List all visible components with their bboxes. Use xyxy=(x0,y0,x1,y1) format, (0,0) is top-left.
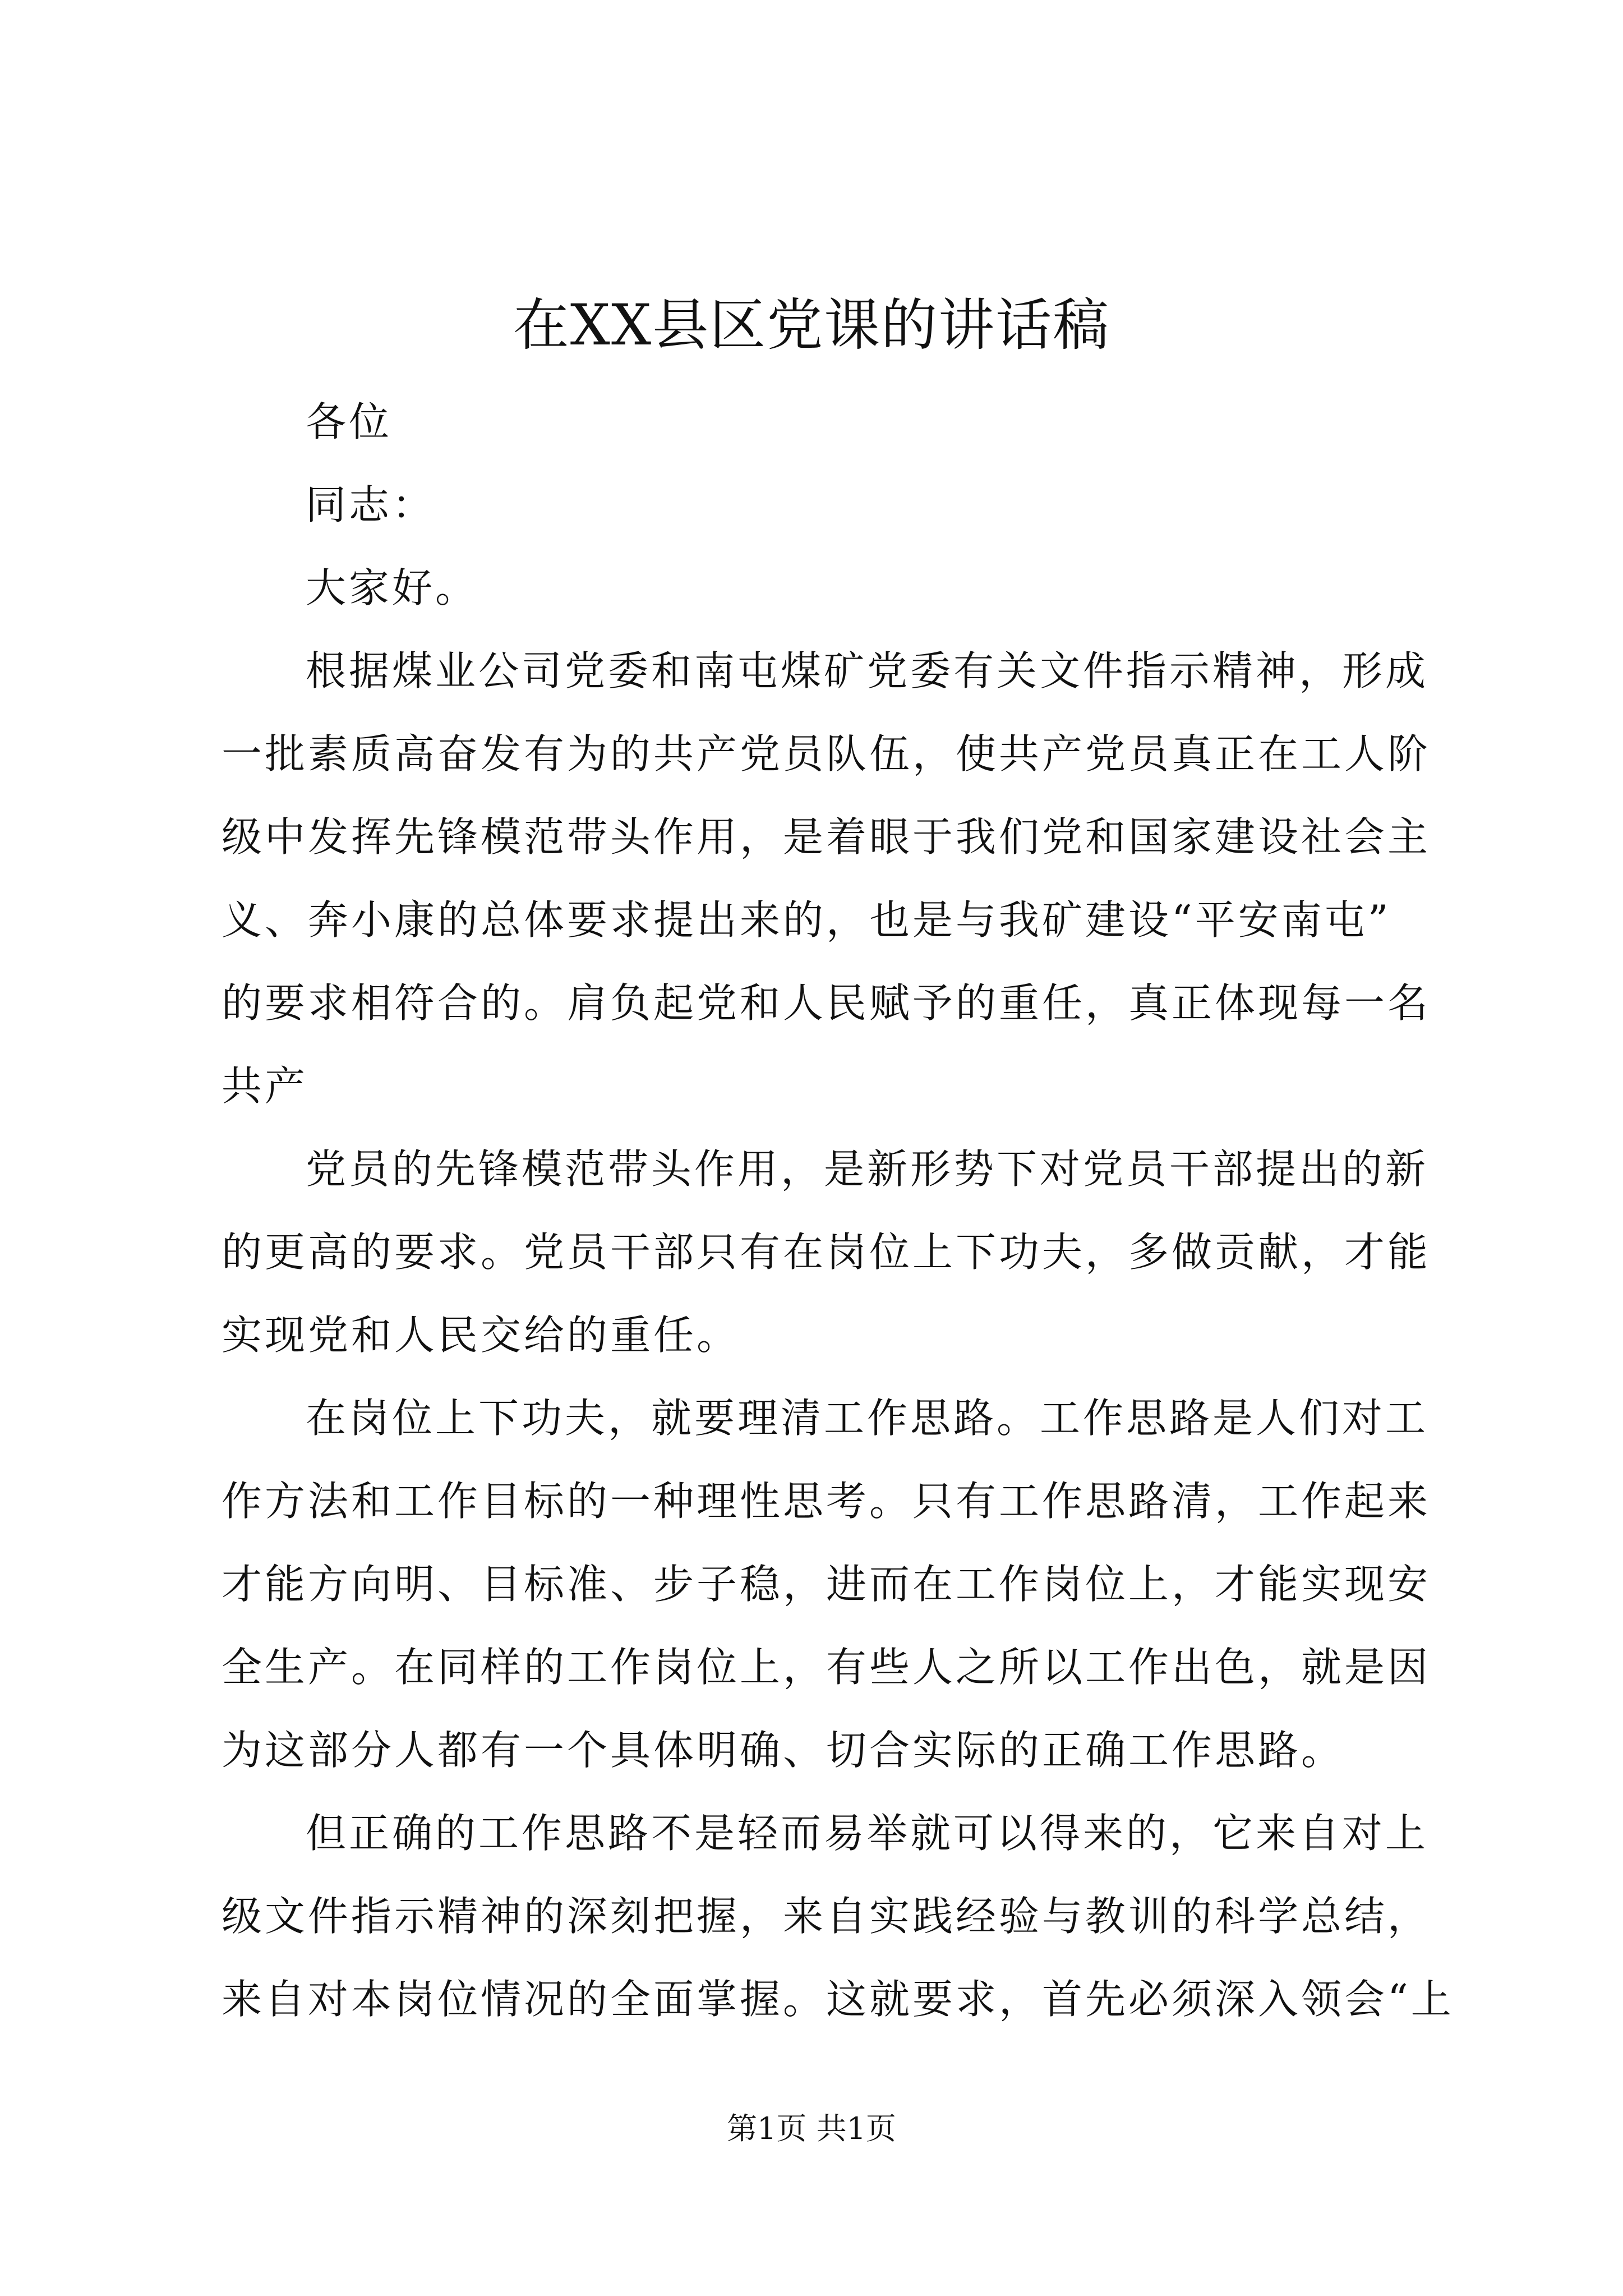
text-line: 级中发挥先锋模范带头作用，是着眼于我们党和国家建设社会主 xyxy=(222,813,1431,861)
text-line: 根据煤业公司党委和南屯煤矿党委有关文件指示精神，形成 xyxy=(306,647,1429,694)
text-line: 级文件指示精神的深刻把握，来自实践经验与教训的科学总结， xyxy=(222,1893,1431,1940)
text-line: 全生产。在同样的工作岗位上，有些人之所以工作出色，就是因 xyxy=(222,1644,1431,1691)
document-title: 在XX县区党课的讲话稿 xyxy=(513,292,1110,358)
text-line: 党员的先锋模范带头作用，是新形势下对党员干部提出的新 xyxy=(306,1145,1429,1193)
text-line: 作方法和工作目标的一种理性思考。只有工作思路清，工作起来 xyxy=(222,1478,1431,1525)
text-line: 义、奔小康的总体要求提出来的，也是与我矿建设“平安南屯” xyxy=(222,896,1391,944)
text-line: 的更高的要求。党员干部只有在岗位上下功夫，多做贡献，才能 xyxy=(222,1228,1431,1276)
text-line: 在岗位上下功夫，就要理清工作思路。工作思路是人们对工 xyxy=(306,1395,1429,1442)
document-body xyxy=(222,380,1454,2041)
page-footer: 第1页 共1页 xyxy=(727,2111,896,2146)
text-line: 一批素质高奋发有为的共产党员队伍，使共产党员真正在工人阶 xyxy=(222,730,1431,777)
text-line: 共产 xyxy=(222,1062,308,1110)
text-line: 才能方向明、目标准、步子稳，进而在工作岗位上，才能实现安 xyxy=(222,1561,1431,1608)
text-line: 但正确的工作思路不是轻而易举就可以得来的，它来自对上 xyxy=(306,1810,1429,1857)
text-line: 同志： xyxy=(306,481,436,528)
text-line: 各位 xyxy=(306,398,393,445)
text-line: 实现党和人民交给的重任。 xyxy=(222,1312,740,1359)
text-line: 大家好。 xyxy=(306,564,479,611)
text-line: 的要求相符合的。肩负起党和人民赋予的重任，真正体现每一名 xyxy=(222,979,1431,1027)
text-line: 来自对本岗位情况的全面掌握。这就要求，首先必须深入领会“上 xyxy=(222,1976,1454,2023)
text-line: 为这部分人都有一个具体明确、切合实际的正确工作思路。 xyxy=(222,1727,1345,1774)
